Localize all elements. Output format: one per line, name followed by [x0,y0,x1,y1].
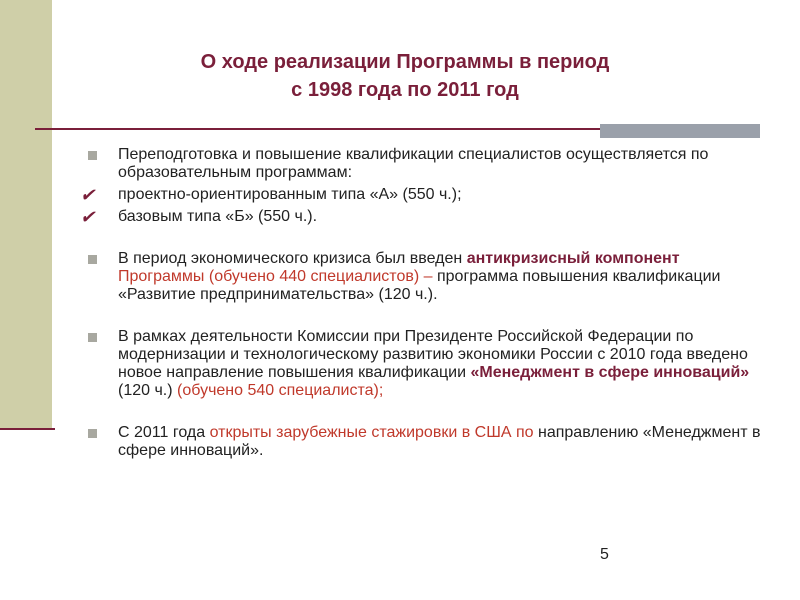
bullet-item-internships [80,424,770,460]
item-text: программа повышения квалификации «Развитие предпринимательства» (120 ч.). [118,268,721,303]
highlight-text: Программы (обучено 440 специалистов) – [118,268,433,285]
item-text: В рамках деятельности Комиссии при Президенте Российской Федерации по модернизации и технологическому развитию экономики России с 2010 года введено новое направление повышения квалификации [118,328,748,381]
square-bullet-icon [88,429,97,438]
item-text: базовым типа «Б» (550 ч.). [118,208,318,225]
checkmark-icon: ✔ [80,207,96,227]
bullet-item-commission [80,328,770,400]
highlight-text: «Менеджмент в сфере инноваций» [470,364,750,381]
title-line-1: О ходе реализации Программы в период [200,51,610,73]
bullet-item-crisis [80,250,770,304]
check-item-type-a [80,186,770,204]
slide-content [80,146,770,460]
square-bullet-icon [88,151,97,160]
highlight-text: открыты зарубежные стажировки в США по [209,424,534,441]
square-bullet-icon [88,255,97,264]
checkmark-icon: ✔ [80,185,96,205]
square-bullet-icon [88,333,97,342]
page-number: 5 [600,546,609,563]
item-text: С 2011 года [118,424,210,441]
sidebar-decoration [0,0,52,430]
sidebar-underline [0,428,55,430]
highlight-text: антикризисный компонент [466,250,680,267]
highlight-text: (обучено 540 специалиста); [177,382,384,399]
item-text: проектно-ориентированным типа «А» (550 ч.); [118,186,462,203]
check-item-type-b [80,208,770,226]
title-divider [35,128,600,130]
item-text: направлению «Менеджмент в сфере инноваций». [118,424,761,459]
item-text: В период экономического кризиса был введен [118,250,467,267]
divider-block [600,124,760,138]
title-line-2: с 1998 года по 2011 год [291,79,519,101]
item-text: Переподготовка и повышение квалификации специалистов осуществляется по образовательным программам: [118,146,709,181]
slide-title [60,48,750,104]
bullet-item-retraining [80,146,770,182]
item-text: (120 ч.) [118,382,178,399]
